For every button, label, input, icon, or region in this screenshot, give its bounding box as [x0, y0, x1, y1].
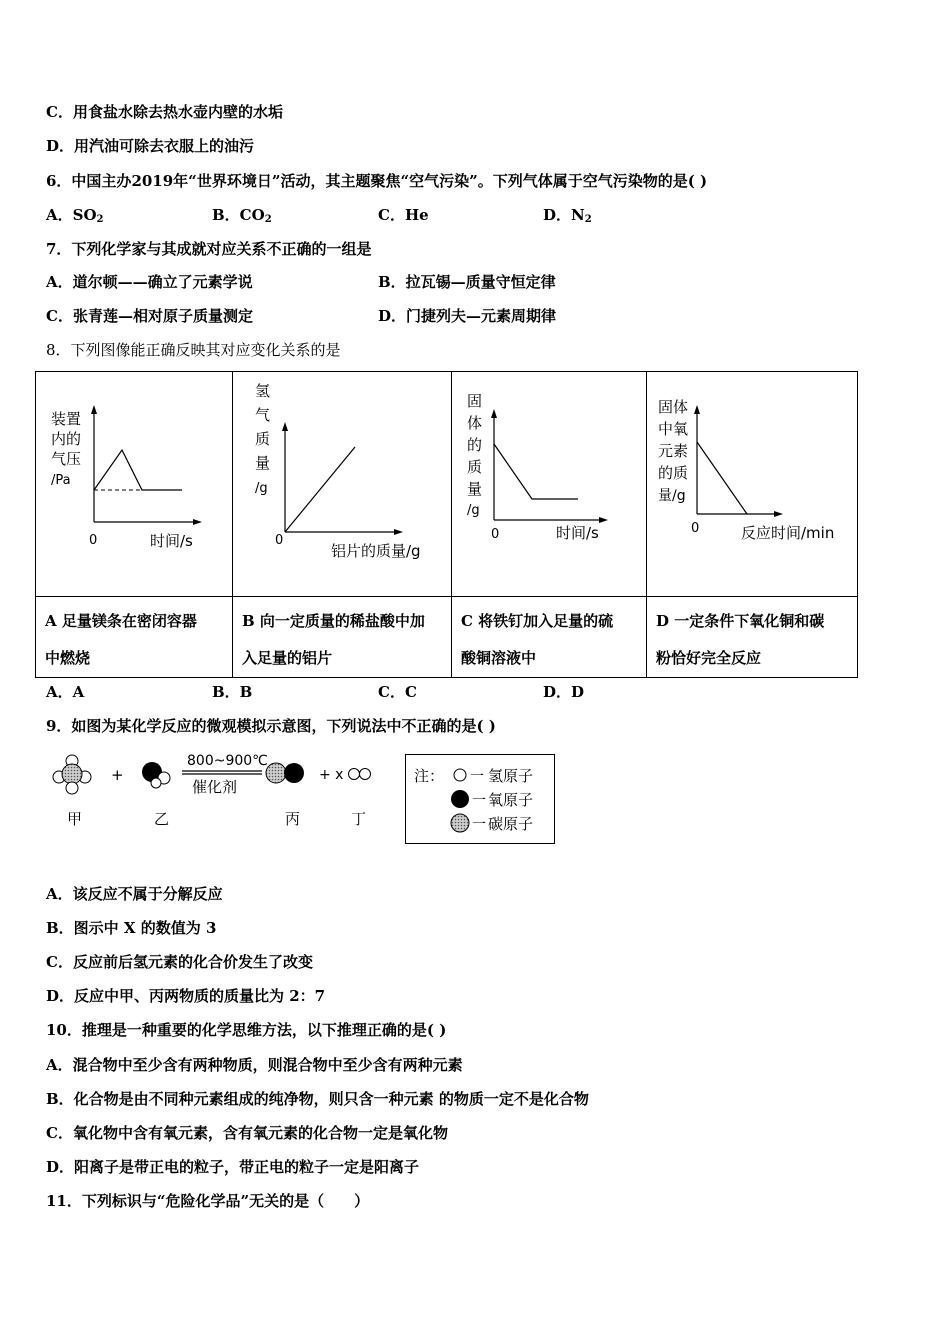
q8-option-b: B．B	[212, 683, 253, 701]
legend-dash-1: 一	[470, 769, 484, 785]
q5-option-c: C．用食盐水除去热水壶内壁的水垢	[46, 103, 283, 121]
graph-b-ylabel-1: 气	[255, 406, 271, 424]
q6-option-d: D．$N_2$	[543, 206, 592, 225]
caption-a: A 足量镁条在密闭容器 中燃烧	[36, 597, 233, 678]
graph-cell-b	[233, 372, 452, 597]
graph-a-origin: 0	[89, 533, 98, 548]
graph-c-xlabel: 时间/s	[556, 524, 599, 542]
graph-c-ylabel-5: /g	[467, 503, 480, 518]
graph-b	[233, 372, 451, 592]
molecule-bing	[266, 763, 304, 783]
legend-oxygen: 氧原子	[488, 791, 534, 809]
q7-stem: 7．下列化学家与其成就对应关系不正确的一组是	[46, 240, 372, 258]
graph-d-ylabel-0: 固体	[658, 398, 689, 416]
q10-option-b: B．化合物是由不同种元素组成的纯净物，则只含一种元素 的物质一定不是化合物	[46, 1090, 589, 1108]
q6-option-b: B．$CO_2$	[212, 206, 272, 225]
q6-option-c: C．He	[378, 206, 429, 224]
legend-carbon: 碳原子	[488, 815, 534, 833]
x-coefficient: + x	[319, 767, 344, 783]
graph-d-origin: 0	[691, 521, 700, 536]
q9-stem: 9．如图为某化学反应的微观模拟示意图，下列说法中不正确的是( )	[46, 717, 496, 735]
q8-graph-table	[35, 371, 858, 678]
caption-d: D 一定条件下氧化铜和碳 粉恰好完全反应	[647, 597, 858, 678]
molecule-ding	[349, 769, 371, 780]
label-ding: 丁	[351, 810, 367, 828]
graph-d	[647, 372, 857, 592]
graph-b-ylabel-2: 质	[255, 430, 271, 448]
q10-option-d: D．阳离子是带正电的粒子，带正电的粒子一定是阳离子	[46, 1158, 420, 1176]
graph-b-origin: 0	[275, 533, 284, 548]
q10-stem: 10．推理是一种重要的化学思维方法，以下推理正确的是( )	[46, 1021, 447, 1039]
molecule-yi	[142, 762, 170, 788]
graph-a-curve	[94, 450, 182, 490]
graph-b-ylabel-4: /g	[255, 481, 268, 496]
q7-option-b: B．拉瓦锡—质量守恒定律	[378, 273, 556, 291]
q8-option-a: A．A	[46, 683, 85, 701]
graph-c-curve	[494, 444, 578, 499]
graph-a-ylabel-2: 气压	[51, 450, 82, 468]
graph-d-ylabel-4: 量/g	[658, 488, 686, 504]
legend-dash-2: 一	[472, 793, 486, 809]
legend-title: 注：	[414, 767, 445, 785]
graph-c	[452, 372, 646, 592]
graph-a-xlabel: 时间/s	[150, 532, 193, 550]
graph-d-xlabel: 反应时间/min	[741, 524, 835, 542]
label-bing: 丙	[285, 810, 301, 828]
condition-catalyst: 催化剂	[192, 778, 238, 796]
reaction-diagram	[40, 745, 400, 835]
plus-sign-1: +	[111, 766, 124, 784]
graph-a-ylabel-0: 装置	[51, 410, 82, 428]
q8-option-c: C．C	[378, 683, 417, 701]
graph-d-ylabel-3: 的质	[658, 464, 689, 482]
molecule-jia	[53, 755, 91, 794]
q11-stem: 11．下列标识与“危险化学品”无关的是（ ）	[46, 1192, 370, 1210]
legend-dash-3: 一	[472, 817, 486, 833]
graph-d-ylabel-1: 中氧	[658, 420, 689, 438]
q10-option-c: C．氧化物中含有氧元素，含有氧元素的化合物一定是氧化物	[46, 1124, 448, 1142]
graph-b-xlabel: 铝片的质量/g	[331, 542, 421, 560]
graph-d-curve	[697, 442, 747, 514]
graph-c-ylabel-3: 质	[467, 458, 483, 476]
q8-stem: 8．下列图像能正确反映其对应变化关系的是	[46, 341, 341, 359]
graph-a	[36, 372, 232, 592]
graph-b-ylabel-0: 氢	[255, 382, 271, 400]
condition-temperature: 800~900℃	[187, 753, 268, 769]
graph-a-ylabel-3: /Pa	[51, 473, 71, 488]
legend	[406, 755, 554, 843]
graph-c-origin: 0	[491, 527, 500, 542]
legend-box	[405, 754, 555, 844]
q7-option-d: D．门捷列夫—元素周期律	[378, 307, 557, 325]
q9-option-a: A．该反应不属于分解反应	[46, 885, 223, 903]
q8-option-d: D．D	[543, 683, 585, 701]
caption-c: C 将铁钉加入足量的硫 酸铜溶液中	[452, 597, 647, 678]
label-jia: 甲	[67, 810, 83, 828]
oxygen-icon	[451, 790, 469, 808]
carbon-icon	[451, 814, 469, 832]
graph-d-ylabel-2: 元素	[658, 442, 689, 460]
graph-a-ylabel-1: 内的	[51, 430, 82, 448]
graph-c-ylabel-4: 量	[467, 480, 483, 498]
graph-c-ylabel-1: 体	[467, 414, 483, 432]
q9-option-c: C．反应前后氢元素的化合价发生了改变	[46, 953, 313, 971]
graph-cell-d	[647, 372, 858, 597]
q10-option-a: A．混合物中至少含有两种物质，则混合物中至少含有两种元素	[46, 1056, 463, 1074]
q9-option-d: D．反应中甲、丙两物质的质量比为 2：7	[46, 987, 326, 1005]
label-yi: 乙	[154, 810, 170, 828]
q7-option-a: A．道尔顿——确立了元素学说	[46, 273, 253, 291]
graph-cell-c	[452, 372, 647, 597]
caption-b: B 向一定质量的稀盐酸中加 入足量的铝片	[233, 597, 452, 678]
q7-option-c: C．张青莲—相对原子质量测定	[46, 307, 253, 325]
graph-cell-a	[36, 372, 233, 597]
graph-c-ylabel-0: 固	[467, 392, 483, 410]
hydrogen-icon	[454, 769, 466, 781]
q6-option-a: A．$SO_2$	[46, 206, 104, 225]
q6-stem: 6．中国主办2019年“世界环境日”活动，其主题聚焦“空气污染”。下列气体属于空气污染物的是( )	[46, 172, 708, 190]
graph-b-ylabel-3: 量	[255, 454, 271, 472]
graph-b-curve	[285, 447, 355, 532]
graph-c-ylabel-2: 的	[467, 436, 483, 454]
legend-hydrogen: 氢原子	[488, 767, 534, 785]
q5-option-d: D．用汽油可除去衣服上的油污	[46, 137, 255, 155]
q9-option-b: B．图示中 X 的数值为 3	[46, 919, 217, 937]
